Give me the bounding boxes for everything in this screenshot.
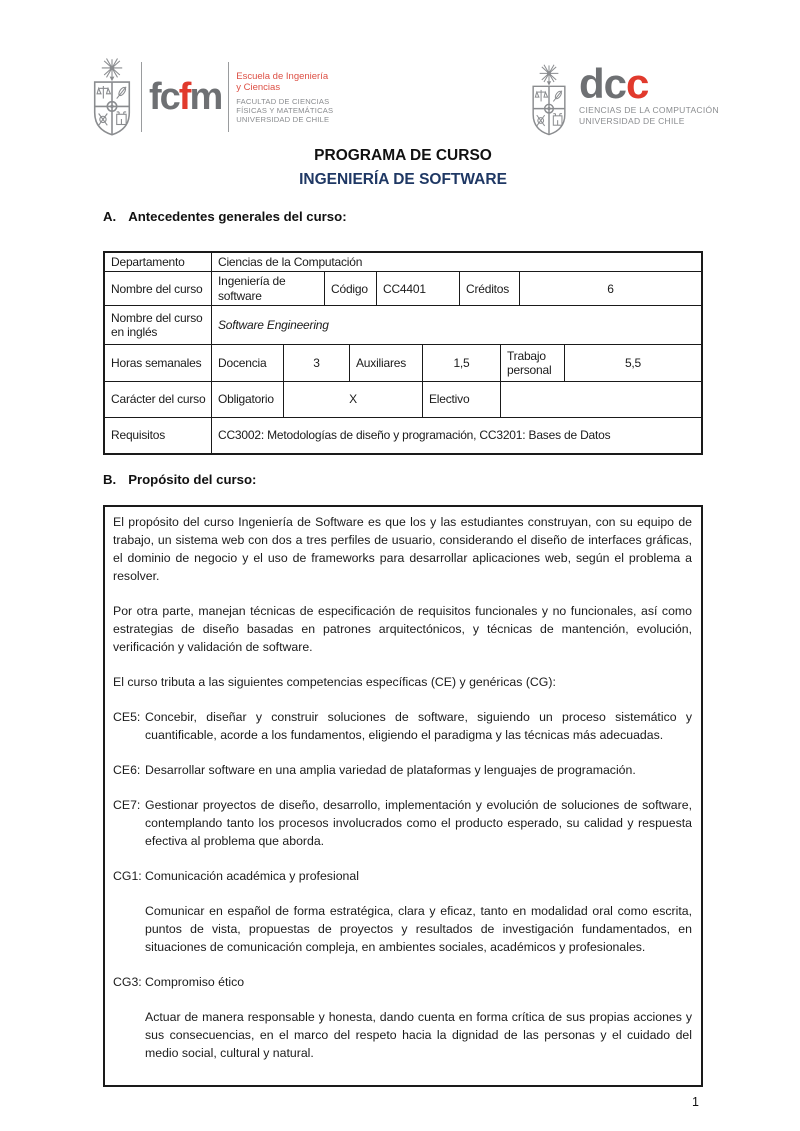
competency-item-ce7 (113, 796, 692, 850)
fcfm-logo (90, 57, 333, 137)
fcfm-faculty-line: FÍSICAS Y MATEMÁTICAS (236, 105, 334, 115)
course-purpose-box (103, 505, 703, 1087)
creditos-value: 6 (607, 281, 614, 296)
course-info-table (103, 251, 703, 455)
competency-code: CE5: (113, 710, 141, 724)
fcfm-tagline: Escuela de Ingeniería (236, 70, 329, 82)
nombre-ingles-value: Software Engineering (218, 317, 329, 332)
row-label: Departamento (105, 253, 212, 271)
dcc-wordmark: dcc (579, 60, 649, 107)
competency-text: Compromiso ético (145, 975, 245, 989)
competency-code: CE6: (113, 763, 141, 777)
row-label: Horas semanales (105, 345, 212, 381)
competency-item-ce6 (113, 761, 692, 779)
row-label: Requisitos (105, 418, 212, 453)
document-subtitle: INGENIERÍA DE SOFTWARE (299, 171, 507, 188)
section-b-heading (103, 472, 256, 487)
electivo-mark (501, 382, 701, 417)
creditos-label: Créditos (460, 272, 520, 305)
competency-code: CG3: (113, 975, 142, 989)
codigo-value: CC4401 (377, 272, 460, 305)
section-a-heading (103, 209, 347, 224)
table-row-departamento (105, 253, 701, 272)
university-crest-icon (528, 64, 570, 136)
competency-body-cg1: Comunicar en español de forma estratégica, clara y eficaz, tanto en modalidad oral como escrita, puntos de vista, propuestas de proyectos y resultados de investigación fundamentados, en situaciones de comunicación compleja, en ambientes sociales, académicos y profesionales. (145, 904, 692, 954)
purpose-paragraph-2: Por otra parte, manejan técnicas de especificación de requisitos funcionales y no funcionales, así como estrategias de diseño basadas en patrones arquitectónicos, y técnicas de mantención, evolución, verificación y validación de software. (113, 604, 692, 654)
purpose-paragraph-1: El propósito del curso Ingeniería de Software es que los y las estudiantes construyan, con su equipo de trabajo, un sistema web con dos a tres perfiles de usuario, considerando el diseño de interfaces gráficas, el dominio de negocio y el uso de frameworks para desarrollar aplicaciones web, según el problema a resolver. (113, 515, 692, 583)
competency-text: Desarrollar software en una amplia variedad de plataformas y lenguajes de programación. (145, 763, 636, 777)
competency-text: Comunicación académica y profesional (145, 869, 359, 883)
docencia-label: Docencia (212, 345, 284, 381)
nombre-curso-value: Ingeniería de software (212, 272, 325, 305)
logo-divider (141, 62, 142, 132)
dcc-logo-text (579, 60, 719, 126)
page-number: 1 (692, 1095, 699, 1109)
competency-text: Concebir, diseñar y construir soluciones de software, siguiendo un proceso sistemático y cuantificable, acorde a los fundamentos, eligiendo el paradigma y las técnicas más adecuadas. (145, 710, 692, 742)
electivo-label: Electivo (423, 382, 501, 417)
table-row-caracter (105, 382, 701, 418)
competency-text: Gestionar proyectos de diseño, desarrollo, implementación y evolución de soluciones de software, contemplando tanto los procesos involucrados como el producto esperado, su calidad y respuesta efectiva al problema que aborda. (145, 798, 692, 848)
requisitos-value: CC3002: Metodologías de diseño y programación, CC3201: Bases de Datos (218, 428, 611, 443)
section-a-letter: A. (103, 209, 117, 224)
dcc-university-line: UNIVERSIDAD DE CHILE (579, 116, 685, 126)
logo-divider (228, 62, 229, 132)
fcfm-faculty-line: FACULTAD DE CIENCIAS (236, 96, 330, 106)
fcfm-logo-text (236, 61, 333, 133)
document-title: PROGRAMA DE CURSO (314, 147, 492, 164)
obligatorio-mark: X (284, 382, 423, 417)
row-label: Nombre del curso en inglés (105, 306, 212, 344)
fcfm-university-line: UNIVERSIDAD DE CHILE (236, 114, 330, 124)
table-row-nombre-curso (105, 272, 701, 306)
competency-item-cg1 (113, 867, 692, 885)
section-b-title: Propósito del curso: (128, 472, 257, 487)
fcfm-tagline: y Ciencias (236, 81, 281, 93)
competency-code: CE7: (113, 798, 141, 812)
auxiliares-value: 1,5 (423, 345, 501, 381)
table-row-nombre-ingles (105, 306, 701, 345)
dcc-logo (528, 60, 719, 136)
row-label: Carácter del curso (105, 382, 212, 417)
competency-code: CG1: (113, 869, 142, 883)
fcfm-wordmark: fcfm (149, 76, 222, 118)
departamento-value: Ciencias de la Computación (218, 255, 363, 269)
competency-item-cg3 (113, 973, 692, 991)
trabajo-personal-value: 5,5 (624, 355, 642, 370)
university-crest-icon (90, 57, 134, 137)
dcc-department-line: CIENCIAS DE LA COMPUTACIÓN (579, 105, 719, 115)
codigo-label: Código (325, 272, 377, 305)
auxiliares-label: Auxiliares (350, 345, 423, 381)
row-label: Nombre del curso (105, 272, 212, 305)
competency-item-ce5 (113, 708, 692, 744)
section-b-letter: B. (103, 472, 117, 487)
table-row-horas (105, 345, 701, 382)
section-a-title: Antecedentes generales del curso: (128, 209, 347, 224)
docencia-value: 3 (284, 345, 350, 381)
purpose-paragraph-3: El curso tributa a las siguientes competencias específicas (CE) y genéricas (CG): (113, 675, 556, 689)
table-row-requisitos (105, 418, 701, 453)
obligatorio-label: Obligatorio (212, 382, 284, 417)
competency-body-cg3: Actuar de manera responsable y honesta, dando cuenta en forma crítica de sus propias acciones y sus consecuencias, en el marco del respeto hacia la dignidad de las personas y el cuidado del medio social, cultural y natural. (145, 1010, 692, 1060)
trabajo-personal-label: Trabajo personal (501, 345, 565, 381)
